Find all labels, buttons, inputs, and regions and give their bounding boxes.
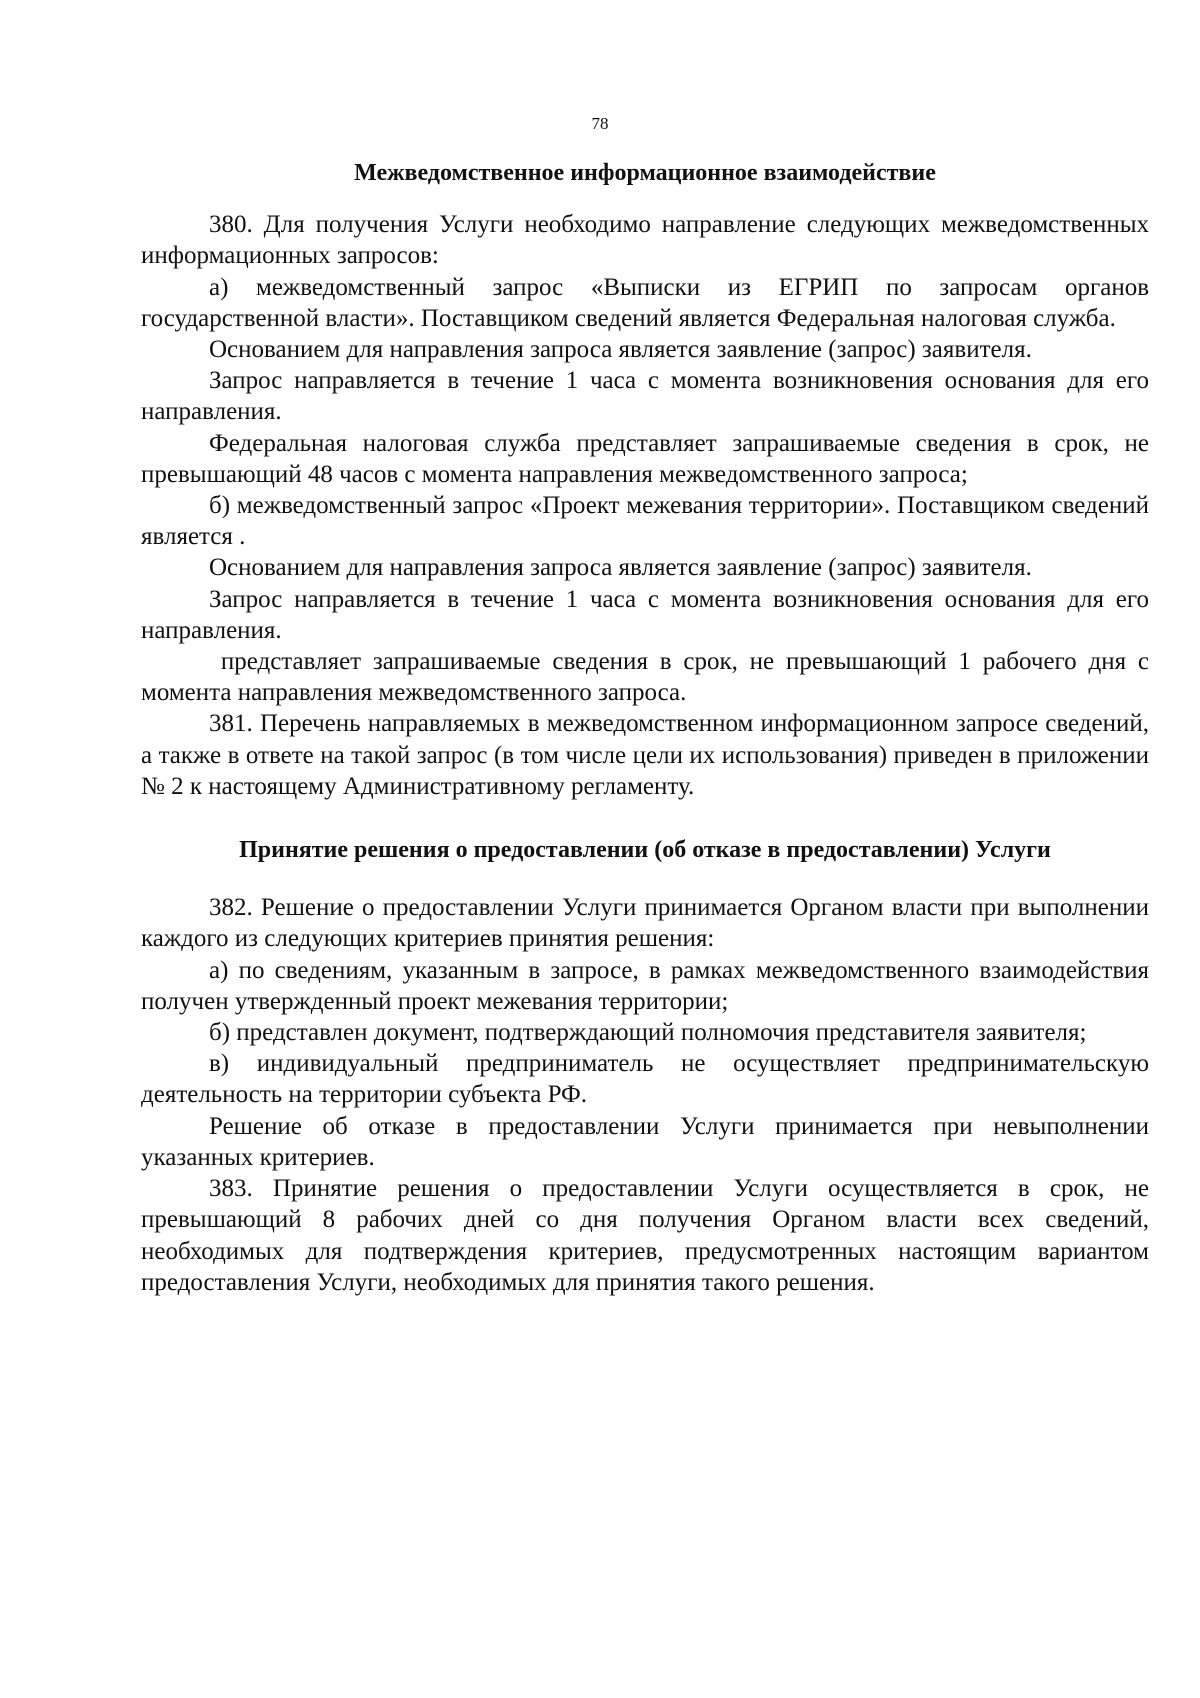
paragraph-basis-1: Основанием для направления запроса является заявление (запрос) заявителя.: [209, 336, 1032, 364]
paragraph-382: 382. Решение о предоставлении Услуги принимается Органом власти при выполнении каждого из следующих критериев принятия решения:: [141, 894, 1149, 953]
section-heading-interagency: Межведомственное информационное взаимодействие: [354, 160, 936, 186]
paragraph-382-b: б) представлен документ, подтверждающий полномочия представителя заявителя;: [209, 1019, 1087, 1047]
document-body: [141, 158, 1156, 1298]
paragraph-382-c: в) индивидуальный предприниматель не осуществляет предпринимательскую деятельность на территории субъекта РФ.: [141, 1050, 1149, 1109]
paragraph-383: 383. Принятие решения о предоставлении Услуги осуществляется в срок, не превышающий 8 рабочих дней со дня получения Органом власти всех сведений, необходимых для подтверждения критериев, предусмотренных настоящим вариантом предоставления Услуги, необходимых для принятия такого решения.: [141, 1175, 1149, 1296]
paragraph-380-a: а) межведомственный запрос «Выписки из ЕГРИП по запросам органов государственной власти». Поставщиком сведений является Федеральная налоговая служба.: [141, 273, 1149, 332]
page-number: 78: [591, 114, 609, 133]
paragraph-380-b: б) межведомственный запрос «Проект межевания территории». Поставщиком сведений является .: [141, 492, 1149, 551]
paragraph-timing-1: Запрос направляется в течение 1 часа с момента возникновения основания для его направления.: [141, 367, 1149, 426]
paragraph-timing-2: Запрос направляется в течение 1 часа с момента возникновения основания для его направления.: [141, 585, 1149, 644]
paragraph-382-a: а) по сведениям, указанным в запросе, в рамках межведомственного взаимодействия получен утвержденный проект межевания территории;: [141, 956, 1149, 1015]
section-heading-decision: Принятие решения о предоставлении (об отказе в предоставлении) Услуги: [239, 837, 1051, 864]
paragraph-381: 381. Перечень направляемых в межведомственном информационном запросе сведений, а также в ответе на такой запрос (в том числе цели их использования) приведен в приложении № 2 к настоящему Административному регламенту.: [141, 710, 1149, 800]
paragraph-fns-response: Федеральная налоговая служба представляет запрашиваемые сведения в срок, не превышающий 48 часов с момента направления межведомственного запроса;: [141, 429, 1149, 488]
paragraph-refusal: Решение об отказе в предоставлении Услуги принимается при невыполнении указанных критериев.: [141, 1112, 1149, 1171]
paragraph-basis-2: Основанием для направления запроса является заявление (запрос) заявителя.: [209, 554, 1032, 582]
paragraph-380: 380. Для получения Услуги необходимо направление следующих межведомственных информационных запросов:: [141, 211, 1149, 270]
paragraph-response-2: представляет запрашиваемые сведения в срок, не превышающий 1 рабочего дня с момента направления межведомственного запроса.: [141, 648, 1156, 707]
